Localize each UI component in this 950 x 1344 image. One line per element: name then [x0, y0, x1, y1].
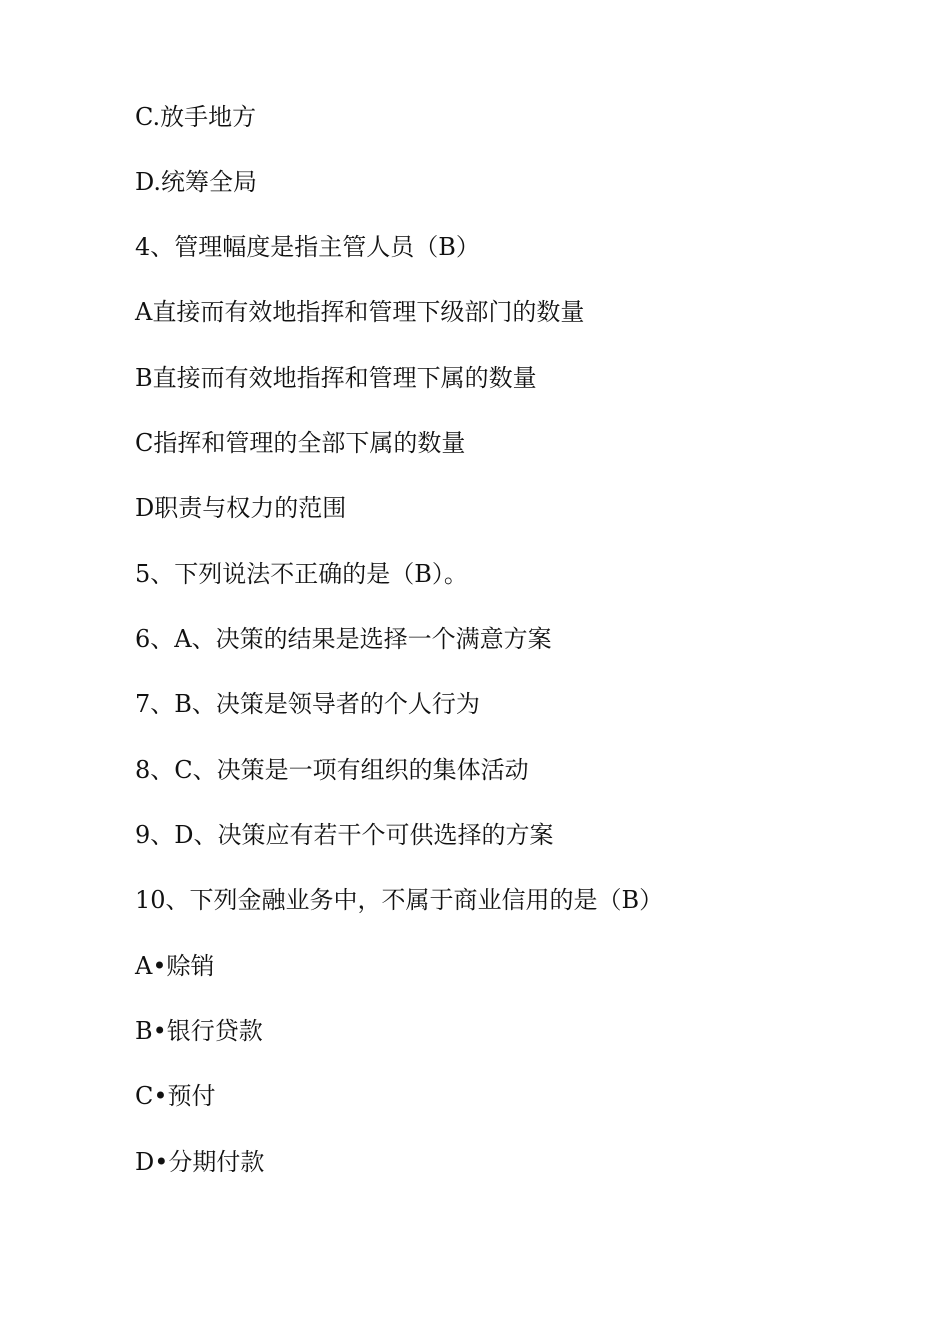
question-10-option-d: D•分期付款: [135, 1148, 265, 1176]
question-10-option-b: B•银行贷款: [135, 1017, 263, 1045]
question-10-text: 10、下列金融业务中，不属于商业信用的是（B）: [135, 886, 664, 914]
item-8-text: 8、C、决策是一项有组织的集体活动: [135, 756, 529, 784]
question-4-option-a: A直接而有效地指挥和管理下级部门的数量: [135, 298, 585, 326]
question-4-option-c: C指挥和管理的全部下属的数量: [135, 429, 466, 457]
question-4-option-b: B直接而有效地指挥和管理下属的数量: [135, 364, 537, 392]
question-4-text: 4、管理幅度是指主管人员（B）: [135, 233, 480, 261]
option-c-text: C.放手地方: [135, 103, 257, 131]
question-5-text: 5、下列说法不正确的是（B）。: [135, 560, 468, 588]
item-9-text: 9、D、决策应有若干个可供选择的方案: [135, 821, 554, 849]
question-4-option-d: D职责与权力的范围: [135, 494, 347, 522]
option-d-text: D.统筹全局: [135, 168, 258, 196]
question-10-option-a: A•赊销: [135, 952, 215, 980]
item-7-text: 7、B、决策是领导者的个人行为: [135, 690, 480, 718]
item-6-text: 6、A、决策的结果是选择一个满意方案: [135, 625, 552, 653]
question-10-option-c: C•预付: [135, 1082, 216, 1110]
